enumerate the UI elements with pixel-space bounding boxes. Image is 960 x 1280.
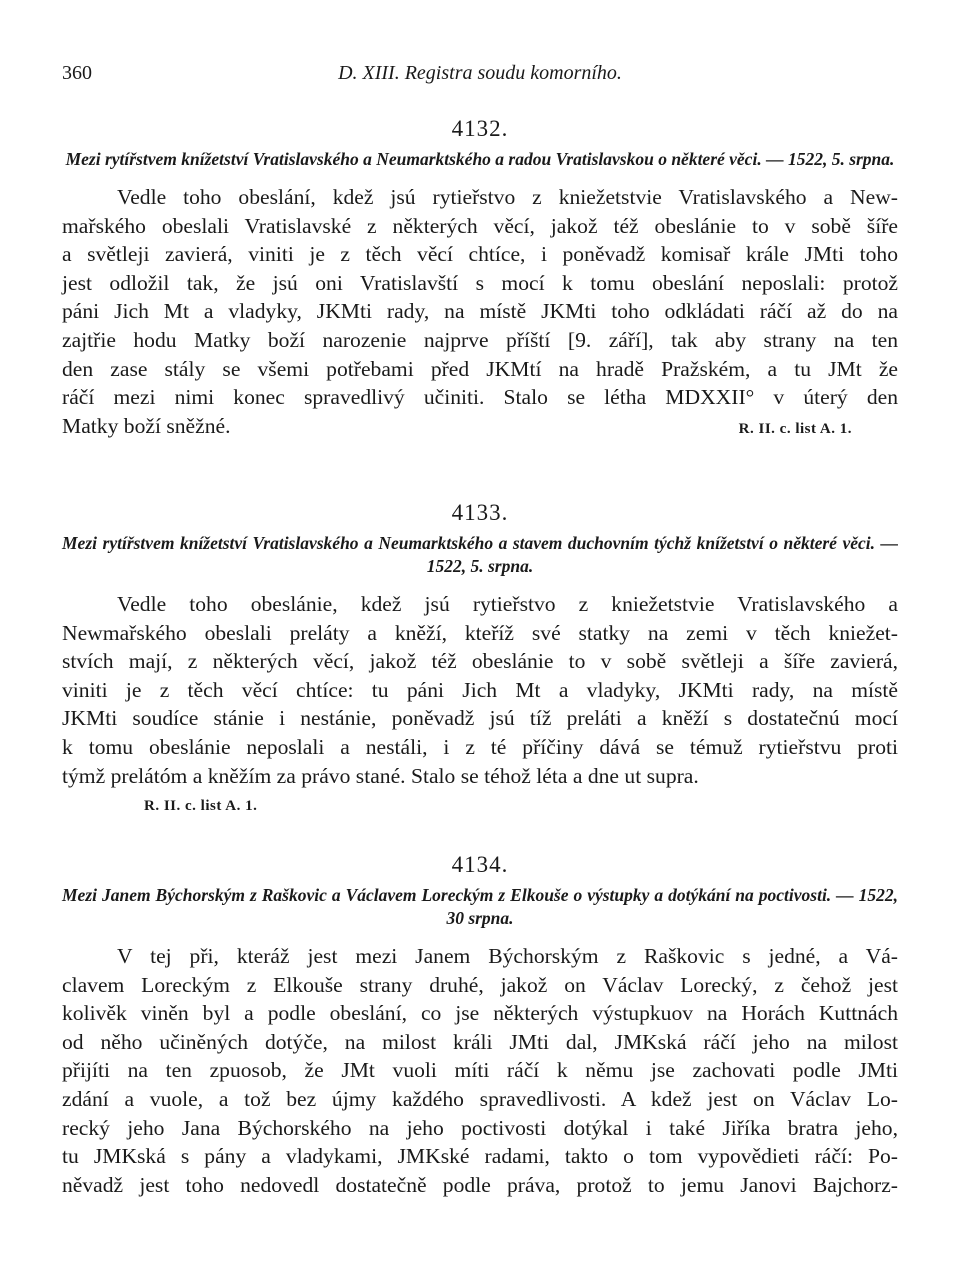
entry-4132 — [62, 116, 898, 443]
archive-reference: R. II. c. list A. 1. — [738, 420, 852, 437]
entry-4134 — [62, 852, 898, 1199]
text-line: zdání a vuole, a tož bez újmy každého spravedlivosti. A kdež jest on Václav Lo- — [62, 1086, 898, 1111]
entry-number: 4132. — [451, 116, 509, 141]
text-line-content: Matky boží sněžné. — [62, 413, 231, 438]
running-title: D. XIII. Registra soudu komorního. — [338, 62, 622, 84]
entry-text — [62, 590, 898, 790]
text-line: od něho učiněných dotýče, na milost králi JMti dal, JMKská ráčí jeho na milost — [62, 1029, 898, 1054]
entry-summary: Mezi Janem Býchorským z Raškovic a Václavem Loreckým z Elkouše o výstupky a dotýkání na poctivosti. — 1522, 30 srpna. — [62, 885, 898, 928]
text-line: clavem Loreckým z Elkouše strany druhé, jakož on Václav Lorecký, z čehož jest — [62, 972, 898, 997]
text-line: ráčí mezi nimi konec spravedlivý učiniti. Stalo se létha MDXXII° v úterý den — [62, 385, 898, 410]
text-line: zajtřie hodu Matky boží narozenie najprve příští [9. září], tak aby strany na ten — [62, 327, 898, 352]
text-line: den zase stály se všemi potřebami před JKMtí na hradě Pražském, a tu JMt že — [62, 356, 898, 381]
entry-text — [62, 183, 898, 440]
text-line: k tomu obeslánie neposlali a nestáli, i z té příčiny dává se témuž rytieřstvu proti — [62, 734, 898, 759]
text-line: něvadž jest toho nedovedl dostatečně podle práva, protož to jemu Janovi Bajchorz- — [62, 1172, 898, 1197]
archive-reference: R. II. c. list A. 1. — [144, 798, 258, 815]
text-line: Newmařského obeslali preláty a kněží, kteříž své statky na zemi v těch kniežet- — [62, 620, 898, 645]
entry-4133 — [62, 500, 898, 815]
entry-summary: Mezi rytířstvem knížetství Vratislavského a Neumarktského a stavem duchovním týchž knížetství o některé věci. — 1522, 5. srpna. — [62, 533, 898, 576]
text-line: jest odložil tak, že jsú oni Vratislavští s mocí k tomu obeslání neposlali: protož — [62, 270, 898, 295]
text-line: viniti je z těch věcí chtíce: tu páni Jich Mt a vladyky, JKMti rady, na místě — [62, 677, 898, 702]
text-line: stvích mají, z některých věcí, jakož též obeslánie to v sobě světleji a šíře zavierá, — [62, 649, 898, 674]
text-line: páni Jich Mt a vladyky, JKMti rady, na místě JKMti toho odkládati ráčí až do na — [62, 299, 898, 324]
text-line: Vedle toho obeslání, kdež jsú rytieřstvo z kniežetstvie Vratislavského a New- — [117, 185, 898, 209]
entry-number: 4134. — [451, 852, 509, 877]
text-line: mařského obeslali Vratislavské z některých věcí, jakož též obeslánie to v sobě šíře — [62, 213, 898, 238]
entry-summary: Mezi rytířstvem knížetství Vratislavského a Neumarktského a radou Vratislavskou o některé věci. — 1522, 5. srpna. — [65, 149, 895, 169]
entry-text — [62, 942, 898, 1199]
text-line: a světleji zavierá, viniti je z těch věcí chtíce, i poněvadž komisař krále JMti toho — [62, 242, 898, 267]
text-line: přijíti na ten zpuosob, že JMt vuoli míti ráčí k němu jse zachovati podle JMti — [62, 1058, 898, 1083]
running-header — [62, 62, 898, 92]
text-line: týmž prelátóm a kněžím za právo stané. Stalo se téhož léta a dne ut supra. — [62, 763, 699, 788]
text-line: V tej při, kteráž jest mezi Janem Býchorským z Raškovic s jedné, a Vá- — [117, 944, 898, 968]
text-line: kolivěk viněn byl a podle obeslání, co jse některých výstupkuov na Horách Kuttnách — [62, 1001, 898, 1026]
text-line: JKMti soudíce stánie i nestánie, poněvadž jsú tíž preláti a kněží s dostatečnú mocí — [62, 706, 898, 731]
text-line: tu JMKská s pány a vladykami, JMKské radami, takto o tom vypovědieti ráčí: Po- — [62, 1144, 898, 1169]
text-line — [62, 412, 898, 441]
entry-number: 4133. — [451, 500, 509, 525]
page-number: 360 — [62, 62, 92, 84]
text-line: Vedle toho obeslánie, kdež jsú rytieřstvo z kniežetstvie Vratislavského a — [117, 592, 898, 616]
text-line: recký jeho Jana Býchorského na jeho poctivosti dotýkal i také Jiříka bratra jeho, — [62, 1115, 898, 1140]
